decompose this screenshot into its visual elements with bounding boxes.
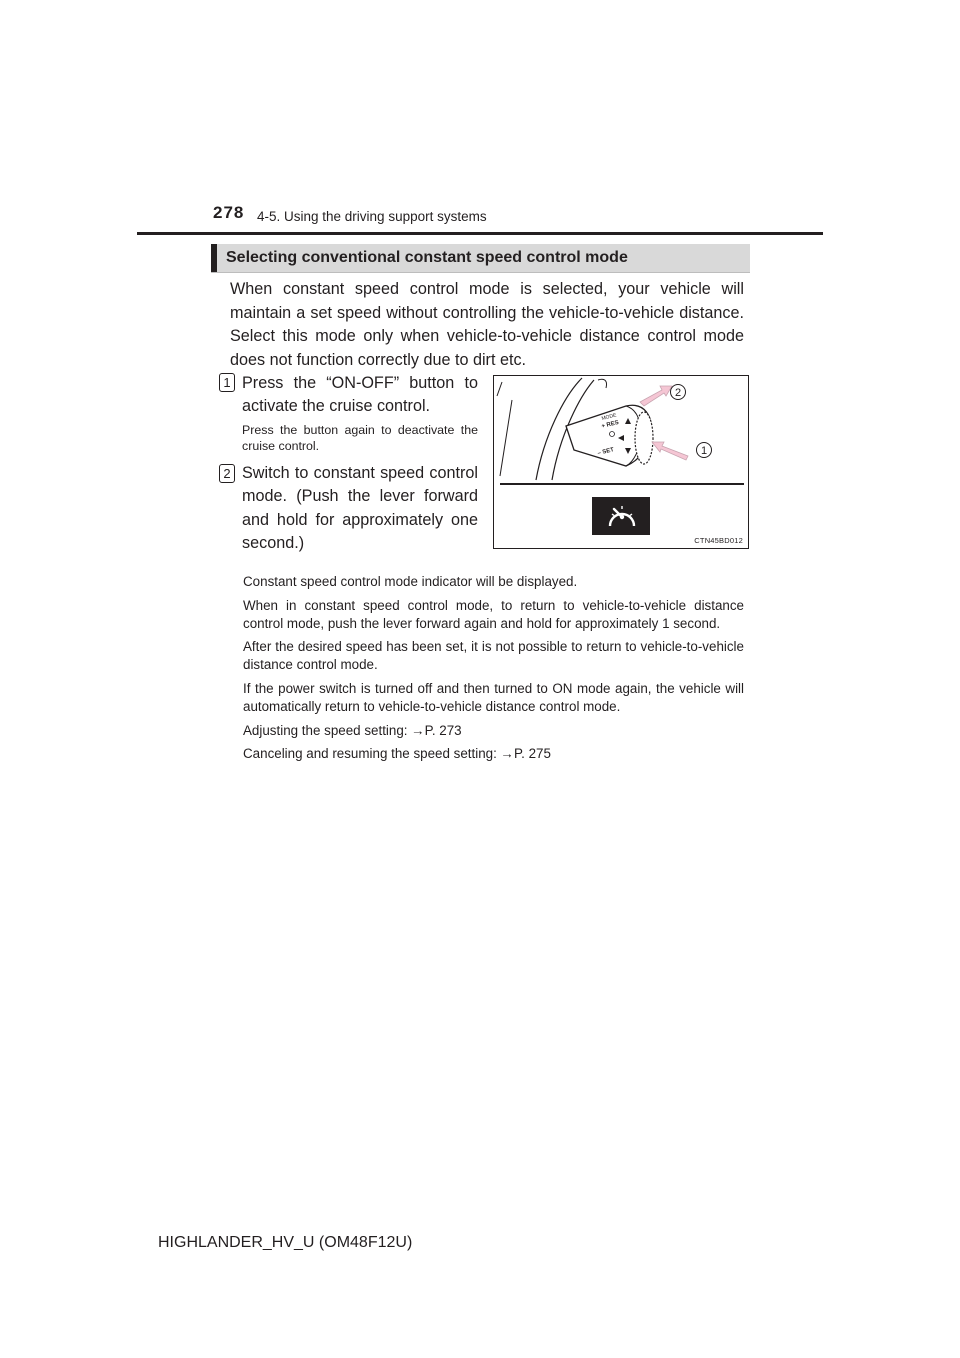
cruise-control-lever-figure	[493, 375, 749, 549]
note-item: If the power switch is turned off and then turned to ON mode again, the vehicle will automatically return to vehicle-to-vehicle distance control mode.	[243, 680, 744, 714]
figure-id: CTN45BD012	[694, 536, 743, 545]
callout-2: 2	[674, 387, 682, 399]
footer-model: HIGHLANDER_HV_U (OM48F12U)	[158, 1234, 413, 1251]
step-2-text: Switch to constant speed control mode. (Push the lever forward and hold for approximately one second.)	[242, 464, 478, 553]
notes-list	[243, 573, 744, 769]
callout-1: 1	[700, 445, 708, 457]
step-number-1: 1	[219, 373, 235, 392]
intro-paragraph: When constant speed control mode is selected, your vehicle will maintain a set speed without controlling the vehicle-to-vehicle distance. Select this mode only when vehicle-to-vehicle distance control mode does not function correctly due to dirt etc.	[230, 280, 744, 369]
step-number-2: 2	[219, 464, 235, 483]
note-link-adjusting[interactable]: Adjusting the speed setting: →P. 273	[243, 722, 462, 738]
section-banner	[211, 244, 750, 273]
note-item: Constant speed control mode indicator will be displayed.	[243, 574, 578, 589]
push-forward-arrow-icon	[640, 386, 672, 406]
step-1-text: Press the “ON-OFF” button to activate the cruise control.	[242, 374, 478, 416]
step-1-note: Press the button again to deactivate the cruise control.	[242, 423, 478, 453]
lever-label-res: + RES	[601, 419, 620, 430]
cruise-lever-illustration	[494, 376, 748, 548]
banner-accent-bar	[211, 244, 217, 272]
page-number: 278	[213, 203, 245, 222]
lever-label-set: – SET	[597, 447, 615, 457]
note-link-canceling[interactable]: Canceling and resuming the speed setting: →P. 275	[243, 746, 551, 762]
section-title: 4-5. Using the driving support systems	[257, 209, 487, 224]
press-button-arrow-icon	[652, 442, 688, 460]
header-rule	[137, 232, 823, 235]
note-item: When in constant speed control mode, to return to vehicle-to-vehicle distance control mode, push the lever forward again and hold for approximately 1 second.	[243, 597, 744, 631]
lever-label-mode: MODE	[601, 412, 618, 422]
note-item: After the desired speed has been set, it is not possible to return to vehicle-to-vehicle distance control mode.	[243, 639, 744, 673]
banner-title: Selecting conventional constant speed control mode	[226, 249, 628, 266]
